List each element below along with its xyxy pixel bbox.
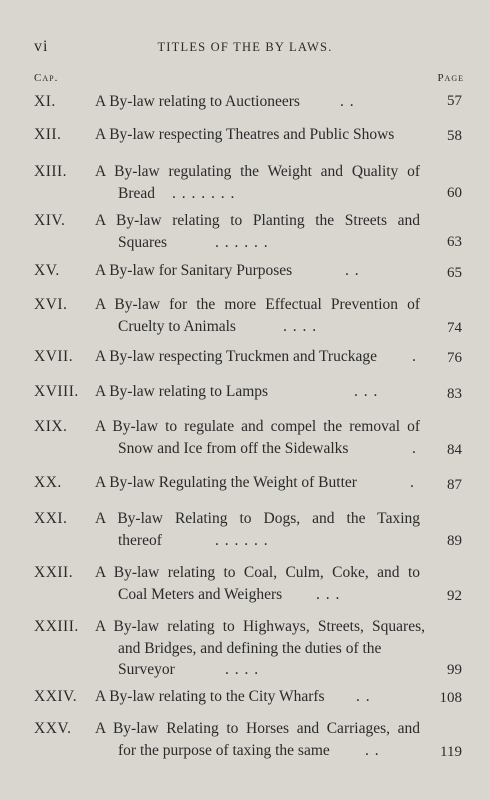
page-ref: 57 (447, 93, 462, 109)
leader-dots: . . . . (225, 661, 260, 678)
entry-title: A By-law Regulating the Weight of Butter (95, 474, 357, 491)
chapter-number: XX. (34, 474, 62, 491)
chapter-number: XIV. (34, 212, 66, 229)
entry-title-continued: Bread (118, 185, 156, 202)
page-ref: 65 (447, 265, 462, 281)
chapter-number: XXIV. (34, 688, 78, 705)
entry-title: A By-law relating to Lamps (95, 383, 269, 400)
entry-title: A By-law relating to Auctioneers (95, 93, 300, 110)
chapter-number: XII. (34, 126, 62, 143)
entry-title-continued: Cruelty to Animals (118, 318, 236, 335)
page-ref: 89 (447, 533, 462, 549)
entry-title-continued: thereof (118, 532, 162, 549)
leader-dots: . . . (354, 383, 379, 400)
entry-title: A By-law relating to Highways, Streets, Squares, (95, 618, 425, 635)
chapter-number: XVIII. (34, 383, 79, 400)
leader-dots: . . . . . . . (172, 185, 236, 202)
leader-dots: . . (340, 93, 355, 110)
column-heading-page: Page (437, 72, 464, 84)
running-title: TITLES OF THE BY LAWS. (157, 40, 333, 54)
chapter-number: XVI. (34, 296, 68, 313)
page-ref: 99 (447, 662, 462, 678)
chapter-number: XIII. (34, 163, 68, 180)
leader-dots: . . (356, 688, 371, 705)
chapter-number: XXIII. (34, 618, 79, 635)
page-ref: 108 (439, 690, 462, 706)
column-heading-cap: Cap. (34, 72, 59, 84)
leader-dots: . (412, 440, 417, 457)
entry-title: A By-law relating to Planting the Streets and (95, 212, 420, 229)
leader-dots: . (412, 348, 417, 365)
page-ref: 92 (447, 588, 462, 604)
page-ref: 76 (447, 350, 462, 366)
leader-dots: . . . . . . (215, 532, 269, 549)
page-ref: 60 (447, 185, 462, 201)
page-ref: 87 (447, 477, 462, 493)
entry-title-continued: Coal Meters and Weighers (118, 586, 283, 603)
entry-title: A By-law respecting Truckmen and Truckage (95, 348, 377, 365)
page-ref: 83 (447, 386, 462, 402)
entry-title: A By-law relating to the City Wharfs (95, 688, 325, 705)
entry-title: A By-law to regulate and compel the removal of (95, 418, 420, 435)
page-header (0, 38, 490, 60)
page-ref: 63 (447, 234, 462, 250)
entry-title: A By-law Relating to Horses and Carriages, and (95, 720, 420, 737)
page-number: vi (34, 38, 49, 55)
entry-title-continued: Surveyor (118, 661, 175, 678)
chapter-number: XXI. (34, 510, 68, 527)
entry-title: A By-law respecting Theatres and Public Shows (95, 126, 395, 143)
page-ref: 74 (447, 320, 462, 336)
chapter-number: XIX. (34, 418, 68, 435)
leader-dots: . . . . . . (215, 234, 269, 251)
chapter-number: XV. (34, 262, 60, 279)
entry-title: A By-law for the more Effectual Prevention of (95, 296, 420, 313)
chapter-number: XXV. (34, 720, 72, 737)
page-ref: 58 (447, 128, 462, 144)
entry-title-continued: Snow and Ice from off the Sidewalks (118, 440, 349, 457)
page-ref: 84 (447, 442, 462, 458)
entry-title: A By-law relating to Coal, Culm, Coke, and to (95, 564, 420, 581)
entry-title-continued: and Bridges, and defining the duties of the (118, 640, 382, 657)
chapter-number: XI. (34, 93, 56, 110)
chapter-number: XXII. (34, 564, 74, 581)
leader-dots: . . (345, 262, 360, 279)
leader-dots: . . (365, 742, 380, 759)
entry-title-continued: Squares (118, 234, 168, 251)
leader-dots: . (410, 474, 415, 491)
entry-title: A By-law Relating to Dogs, and the Taxing (95, 510, 420, 527)
entry-title: A By-law regulating the Weight and Quality of (95, 163, 420, 180)
page-ref: 119 (440, 744, 462, 760)
entry-title: A By-law for Sanitary Purposes (95, 262, 293, 279)
chapter-number: XVII. (34, 348, 74, 365)
leader-dots: . . . (316, 586, 341, 603)
entry-title-continued: for the purpose of taxing the same (118, 742, 330, 759)
leader-dots: . . . . (283, 318, 318, 335)
